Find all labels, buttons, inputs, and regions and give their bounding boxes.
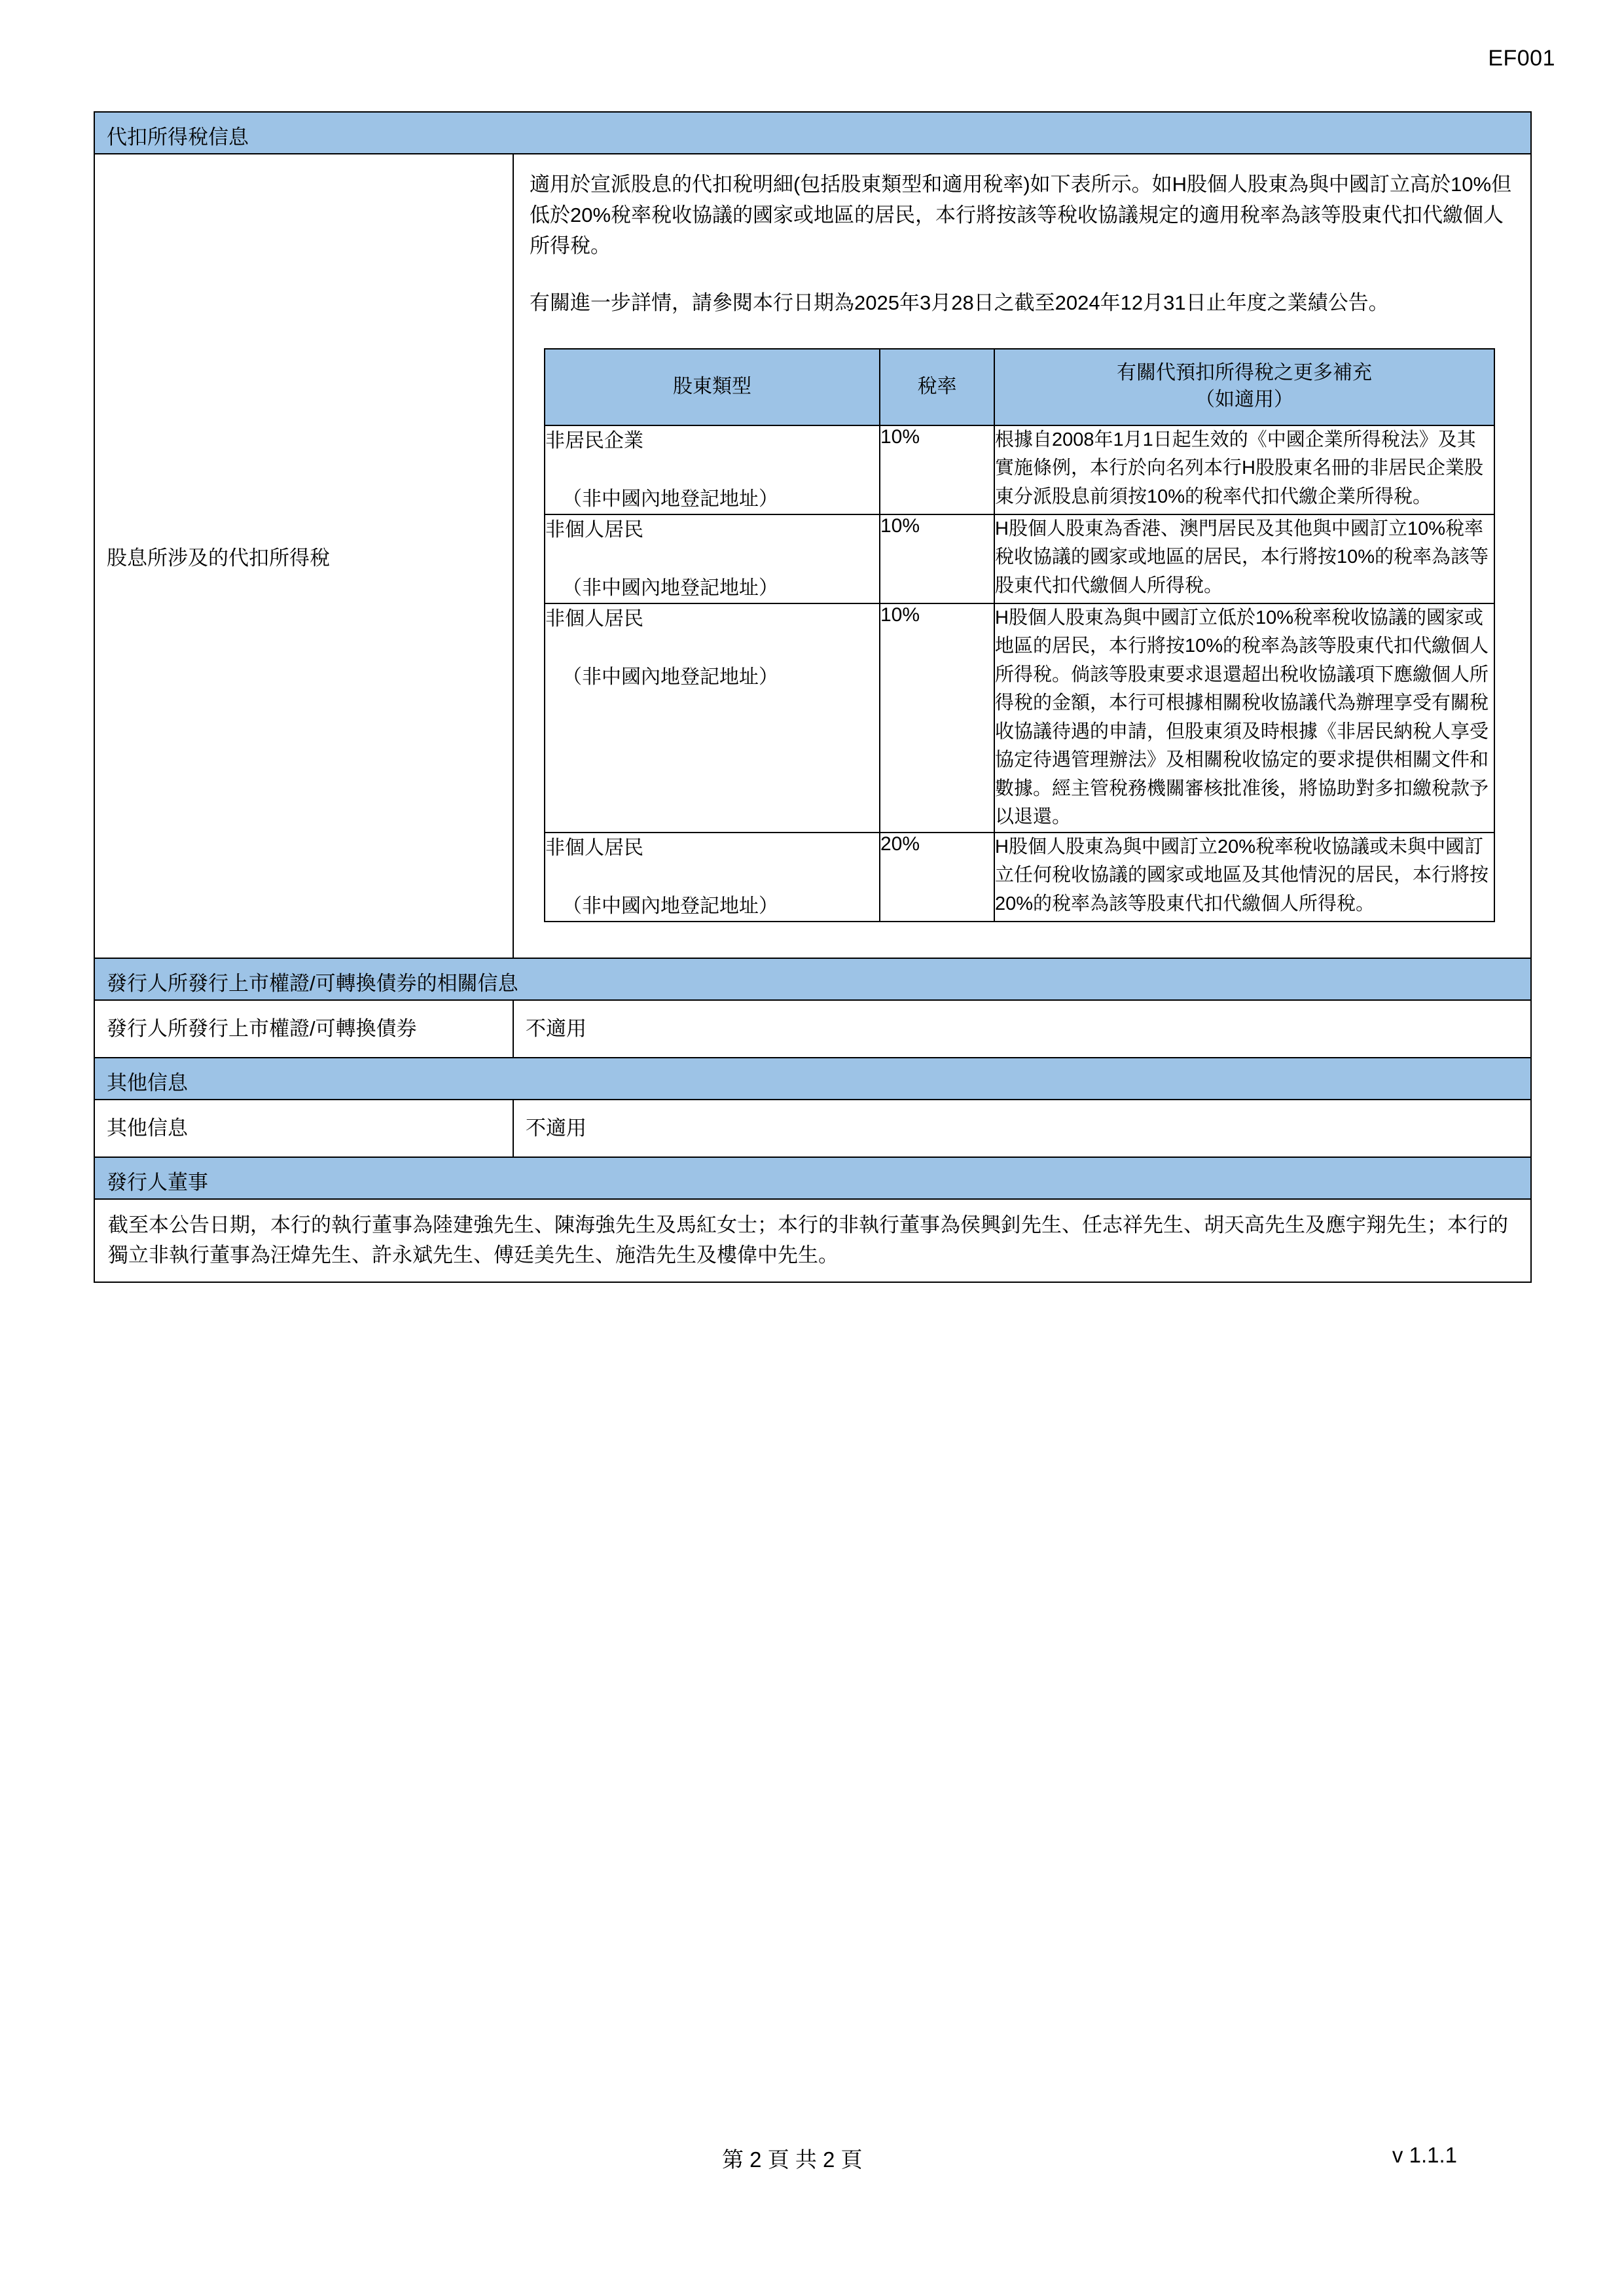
other-information-row [94,1100,1531,1157]
footer-version: v 1.1.1 [1392,2143,1457,2167]
form-code: EF001 [1488,46,1555,71]
tax-row-4-type-sub: （非中國內地登記地址） [562,895,778,917]
tax-row-2-type-main: 非個人居民 [545,518,643,541]
section-band-row-issuer-directors [94,1157,1531,1199]
withholding-tax-paragraph-1: 適用於宣派股息的代扣稅明細(包括股東類型和適用稅率)如下表所示。如H股個人股東為與中國訂立高於10%但低於20%稅率稅收協議的國家或地區的居民，本行將按該等稅收協議規定的適用稅率為該等股東代扣代繳個人所得稅。 [530,173,1512,258]
tax-table-row [545,514,1494,603]
tax-row-1-type-main: 非居民企業 [545,429,643,452]
band-title-withholding-tax: 代扣所得稅信息 [94,112,1531,154]
footer-page-number: 第 2 頁 共 2 頁 [722,2147,863,2172]
listed-warrants-value: 不適用 [513,1000,1531,1058]
tax-row-2-notes: H股個人股東為香港、澳門居民及其他與中國訂立10%稅率稅收協議的國家或地區的居民，本行將按10%的稅率為該等股東代扣代繳個人所得稅。 [994,514,1494,603]
tax-row-1-shareholder-type [545,425,880,514]
tax-row-4-rate: 20% [880,833,994,922]
page-footer [94,2143,1530,2176]
tax-row-3-rate: 10% [880,603,994,833]
tax-row-2-shareholder-type [545,514,880,603]
tax-row-1-notes: 根據自2008年1月1日起生效的《中國企業所得稅法》及其實施條例，本行於向名列本行H股股東名冊的非居民企業股東分派股息前須按10%的稅率代扣代繳企業所得稅。 [994,425,1494,514]
issuer-directors-paragraph: 截至本公告日期，本行的執行董事為陸建強先生、陳海強先生及馬紅女士；本行的非執行董事為侯興釗先生、任志祥先生、胡天高先生及應宇翔先生；本行的獨立非執行董事為汪煒先生、許永斌先生、傅廷美先生、施浩先生及樓偉中先生。 [94,1199,1531,1282]
tax-row-3-type-main: 非個人居民 [545,607,643,630]
tax-table-header-notes-line-2: （如適用） [1195,388,1293,410]
section-band-row-other-information [94,1058,1531,1100]
tax-row-3-notes: H股個人股東為與中國訂立低於10%稅率稅收協議的國家或地區的居民，本行將按10%的稅率為該等股東代扣代繳個人所得稅。倘該等股東要求退還超出稅收協議項下應繳個人所得稅的金額，本行可根據相關稅收協議代為辦理享受有關稅收協議待遇的申請，但股東須及時根據《非居民納稅人享受協定待遇管理辦法》及相關稅收協定的要求提供相關文件和數據。經主管稅務機關審核批准後，將協助對多扣繳稅款予以退還。 [994,603,1494,833]
tax-table-row [545,603,1494,833]
tax-row-1-type-sub: （非中國內地登記地址） [562,488,778,510]
listed-warrants-row [94,1000,1531,1058]
tax-row-4-type-main: 非個人居民 [545,836,643,859]
band-title-issuer-directors: 發行人董事 [94,1157,1531,1199]
tax-row-4-notes: H股個人股東為與中國訂立20%稅率稅收協議或未與中國訂立任何稅收協議的國家或地區及其他情況的居民，本行將按20%的稅率為該等股東代扣代繳個人所得稅。 [994,833,1494,922]
withholding-tax-row-body [513,154,1531,958]
disclosure-table [94,111,1532,1283]
withholding-tax-row [94,154,1531,958]
tax-table-row [545,425,1494,514]
tax-table-row [545,833,1494,922]
tax-table-header-shareholder-type: 股東類型 [545,349,880,425]
band-title-other-information: 其他信息 [94,1058,1531,1100]
tax-row-3-type-sub: （非中國內地登記地址） [562,666,778,688]
section-band-row-listed-warrants [94,958,1531,1000]
withholding-tax-paragraph-2: 有關進一步詳情，請參閱本行日期為2025年3月28日之截至2024年12月31日止年度之業績公告。 [530,291,1389,315]
issuer-directors-row [94,1199,1531,1282]
other-information-value: 不適用 [513,1100,1531,1157]
band-title-listed-warrants: 發行人所發行上市權證/可轉換債券的相關信息 [94,958,1531,1000]
tax-table-header-notes [994,349,1494,425]
tax-row-3-shareholder-type [545,603,880,833]
tax-rate-table [544,348,1495,922]
tax-table-header-tax-rate: 稅率 [880,349,994,425]
tax-row-1-rate: 10% [880,425,994,514]
tax-table-header-notes-line-1: 有關代預扣所得稅之更多補充 [1117,362,1372,384]
tax-table-header-row [545,349,1494,425]
tax-row-2-type-sub: （非中國內地登記地址） [562,577,778,599]
tax-row-4-shareholder-type [545,833,880,922]
withholding-tax-row-label: 股息所涉及的代扣所得稅 [94,154,513,958]
section-band-row-withholding-tax [94,112,1531,154]
other-information-label: 其他信息 [94,1100,513,1157]
tax-row-2-rate: 10% [880,514,994,603]
listed-warrants-label: 發行人所發行上市權證/可轉換債券 [94,1000,513,1058]
